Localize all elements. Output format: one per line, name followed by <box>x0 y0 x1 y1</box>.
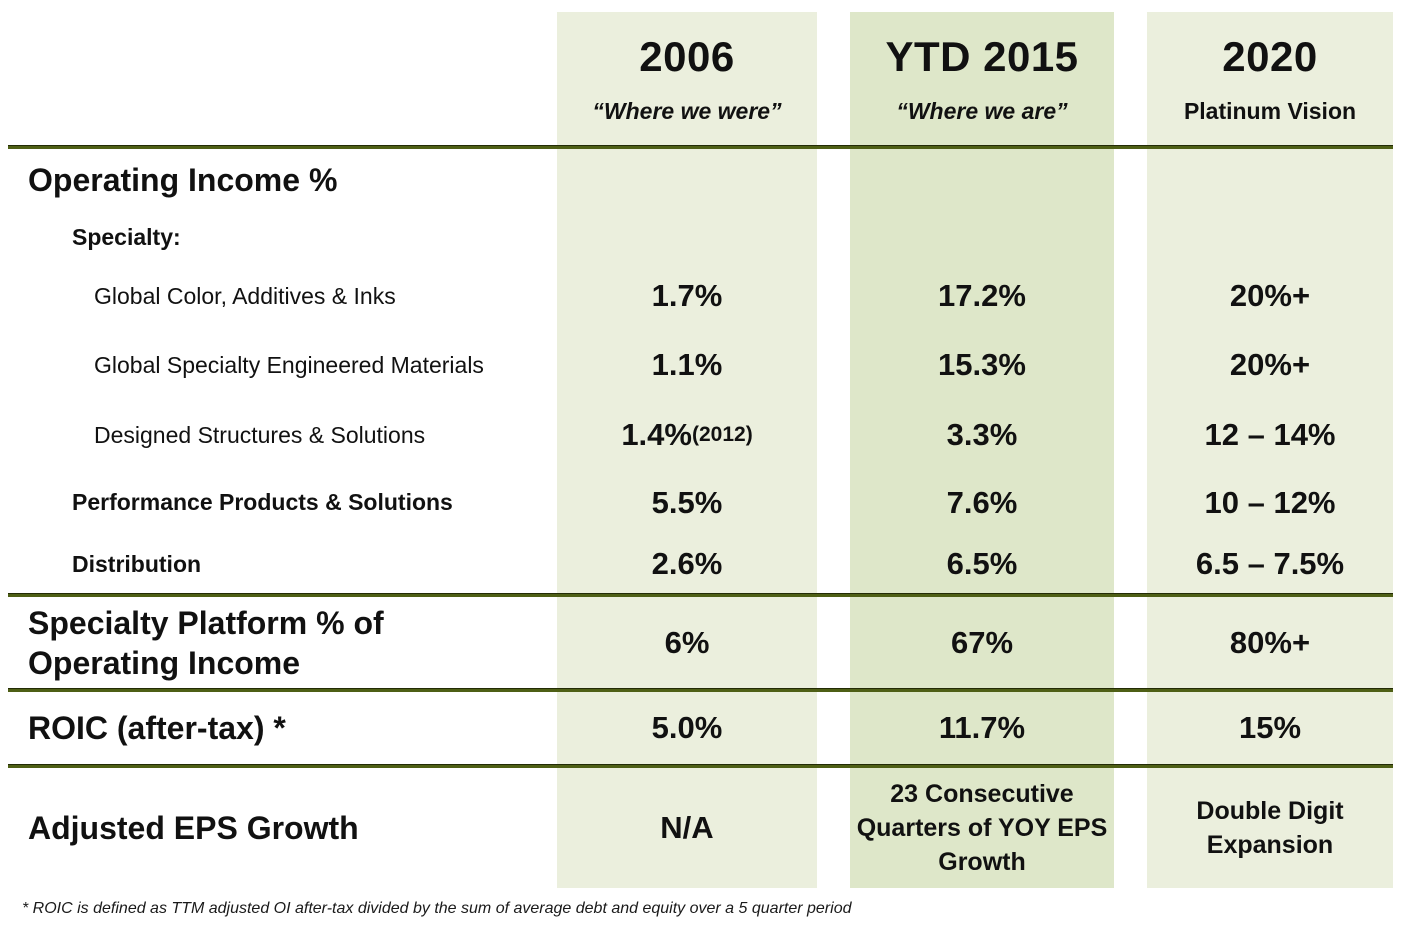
row-label-operating-income: Operating Income % <box>28 162 338 198</box>
value-adjusted-eps-2020: Double Digit Expansion <box>1196 796 1344 859</box>
value-roic-2006: 5.0% <box>651 710 723 745</box>
row-label-designed-structures: Designed Structures & Solutions <box>94 421 426 448</box>
value-global-specialty-2020: 20%+ <box>1229 347 1311 382</box>
row-label-adjusted-eps: Adjusted EPS Growth <box>28 809 359 846</box>
header-year-2006: 2006 <box>639 33 735 80</box>
value-distribution-2020: 6.5 – 7.5% <box>1195 546 1345 581</box>
value-specialty-platform-ytd2015: 67% <box>950 624 1014 660</box>
value-designed-structures-2006: 1.4% <box>621 417 692 452</box>
value-performance-products-2020: 10 – 12% <box>1204 484 1336 520</box>
value-performance-products-2006: 5.5% <box>651 484 723 520</box>
header-spacer <box>0 12 557 146</box>
table-row-roic <box>0 692 1404 764</box>
header-subtitle-2006: “Where we were” <box>592 98 782 124</box>
value-specialty-platform-2020: 80%+ <box>1229 624 1311 660</box>
header-subtitle-ytd2015: “Where we are” <box>896 98 1068 124</box>
value-roic-ytd2015: 11.7% <box>938 710 1026 745</box>
table-row-specialty-platform <box>0 597 1404 688</box>
table-row-specialty <box>0 215 1404 260</box>
value-global-color-2006: 1.7% <box>651 278 723 313</box>
row-label-roic: ROIC (after-tax) * <box>28 710 286 746</box>
value-roic-2020: 15% <box>1238 710 1302 745</box>
column-header-2006 <box>557 12 817 146</box>
header-subtitle-2020: Platinum Vision <box>1183 98 1357 124</box>
table-row-global-specialty <box>0 330 1404 400</box>
table-row-distribution <box>0 535 1404 593</box>
value-global-color-2020: 20%+ <box>1229 278 1311 313</box>
table-row-operating-income <box>0 148 1404 212</box>
row-label-global-specialty: Global Specialty Engineered Materials <box>94 351 484 378</box>
row-label-specialty: Specialty: <box>72 224 181 250</box>
value-global-specialty-2006: 1.1% <box>651 347 723 382</box>
column-header-2020 <box>1147 12 1393 146</box>
table-row-designed-structures <box>0 400 1404 470</box>
value-designed-structures-2020: 12 – 14% <box>1204 417 1336 452</box>
value-global-specialty-ytd2015: 15.3% <box>938 347 1026 382</box>
value-designed-structures-ytd2015: 3.3% <box>946 417 1018 452</box>
value-distribution-2006: 2.6% <box>651 546 723 581</box>
column-header-ytd2015 <box>850 12 1114 146</box>
value-adjusted-eps-ytd2015: 23 Consecutive Quarters of YOY EPS Growth <box>856 779 1108 876</box>
table-row-performance-products <box>0 470 1404 535</box>
row-label-performance-products: Performance Products & Solutions <box>72 489 453 515</box>
table-row-global-color <box>0 262 1404 330</box>
value-performance-products-ytd2015: 7.6% <box>946 484 1018 520</box>
value-global-color-ytd2015: 17.2% <box>938 278 1026 313</box>
table-row-adjusted-eps <box>0 768 1404 887</box>
value-distribution-ytd2015: 6.5% <box>946 546 1018 581</box>
row-label-distribution: Distribution <box>72 550 202 577</box>
row-label-specialty-platform: Specialty Platform % of Operating Income <box>28 604 384 681</box>
row-label-global-color: Global Color, Additives & Inks <box>94 282 396 309</box>
value-specialty-platform-2006: 6% <box>664 624 710 660</box>
value-adjusted-eps-2006: N/A <box>660 809 714 845</box>
header-year-2020: 2020 <box>1222 33 1318 80</box>
table-header-row <box>0 12 1404 146</box>
roic-footnote: * ROIC is defined as TTM adjusted OI after-tax divided by the sum of average debt and equity over a 5 quarter period <box>22 900 852 917</box>
header-year-ytd2015: YTD 2015 <box>885 33 1079 80</box>
value-designed-structures-2006-note: (2012) <box>691 423 753 446</box>
